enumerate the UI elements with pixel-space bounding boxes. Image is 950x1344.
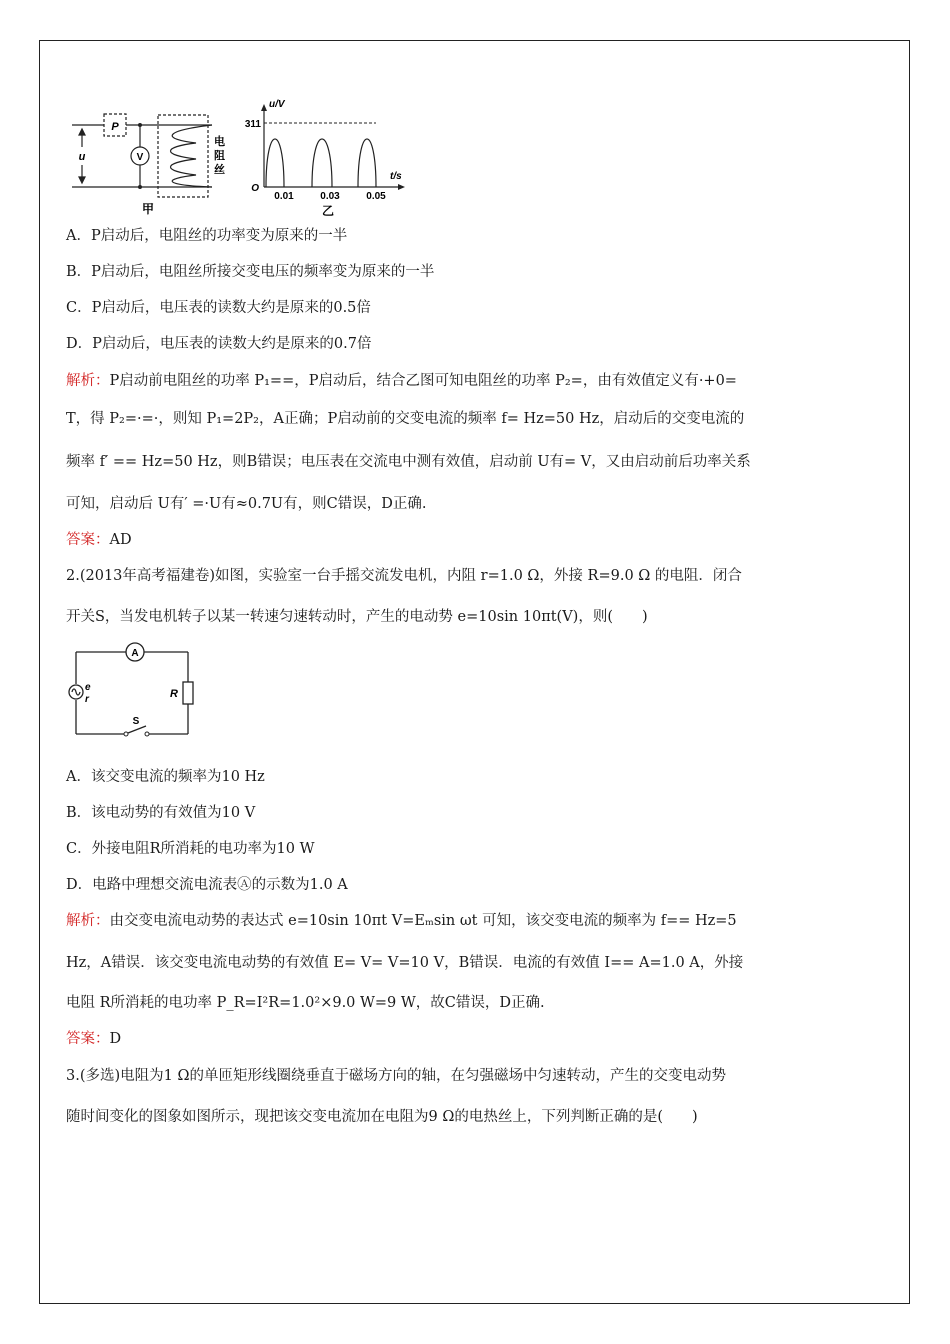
emf-label: e [85,682,91,693]
q2-analysis-line-3: 电阻 R所消耗的电功率 P_R=I²R=1.0²×9.0 W=9 W，故C错误，D正确. [66,995,545,1011]
label-p: P [111,121,119,133]
caption-yi: 乙 [321,204,335,218]
tick-003: 0.03 [320,191,340,202]
switch-label: S [132,716,140,727]
q3-stem-line-2: 随时间变化的图象如图所示，现把该交变电流加在电阻为9 Ω的电热丝上，下列判断正确的是( ) [66,1109,698,1125]
q2-analysis-text-1: 由交变电流电动势的表达式 e=10sin 10πt V=Eₘsin ωt 可知，该交变电流的频率为 f== Hz=5 [109,913,737,929]
q2-option-d: D．电路中理想交流电流表Ⓐ的示数为1.0 A [66,877,348,893]
q2-stem-line-1: 2.(2013年高考福建卷)如图，实验室一台手摇交流发电机，内阻 r=1.0 Ω，外接 R=9.0 Ω 的电阻．闭合 [66,568,742,584]
q3-stem-line-1: 3.(多选)电阻为1 Ω的单匝矩形线圈绕垂直于磁场方向的轴，在匀强磁场中匀速转动，产生的交变电动势 [66,1068,727,1084]
ammeter-label: A [131,648,139,659]
q2-stem-line-2: 开关S，当发电机转子以某一转速匀速转动时，产生的电动势 e=10sin 10πt(V)，则( ) [66,609,648,625]
internal-r-label: r [85,694,89,705]
origin-label: O [251,183,259,194]
q1-option-c: C．P启动后，电压表的读数大约是原来的0.5倍 [66,300,371,316]
figure-circuit-and-waveform [66,95,426,225]
q2-answer [66,1029,121,1049]
label-resistor-1: 电 [214,136,225,148]
figure-q2-circuit [66,640,206,740]
analysis-label: 解析： [66,373,110,389]
label-v: V [136,152,144,163]
q2-option-b: B．该电动势的有效值为10 V [66,805,256,821]
q2-option-c: C．外接电阻R所消耗的电功率为10 W [66,841,315,857]
tick-001: 0.01 [274,191,294,202]
peak-tick: 311 [244,119,261,130]
q2-answer-value: D [109,1031,122,1047]
caption-jia: 甲 [141,202,155,216]
q1-analysis-line-1 [66,371,737,391]
q1-option-a: A．P启动后，电阻丝的功率变为原来的一半 [66,228,348,244]
q1-answer [66,530,132,550]
answer-label: 答案： [66,532,110,548]
tick-005: 0.05 [366,191,386,202]
waveform-yi [261,104,405,190]
q1-analysis-line-2: T，得 P₂=·=·，则知 P₁=2P₂，A正确；P启动前的交变电流的频率 f= Hz=50 Hz，启动后的交变电流的 [66,411,745,427]
axis-x-label: t/s [390,171,402,182]
q1-option-d: D．P启动后，电压表的读数大约是原来的0.7倍 [66,336,372,352]
q1-answer-value: AD [109,532,132,548]
axis-y-label: u/V [269,99,285,110]
answer-label: 答案： [66,1031,110,1047]
q2-analysis-line-1 [66,911,737,931]
analysis-label: 解析： [66,913,110,929]
label-resistor-3: 丝 [214,164,225,176]
label-resistor-2: 阻 [214,150,225,162]
resistor-label: R [170,688,178,700]
q2-analysis-line-2: Hz，A错误．该交变电流电动势的有效值 E= V= V=10 V，B错误．电流的有效值 I== A=1.0 A，外接 [66,955,744,971]
label-u: u [78,151,86,163]
q2-option-a: A．该交变电流的频率为10 Hz [66,769,265,785]
q1-analysis-line-4: 可知，启动后 U有′ =·U有≈0.7U有，则C错误，D正确. [66,496,427,512]
q1-option-b: B．P启动后，电阻丝所接交变电压的频率变为原来的一半 [66,264,435,280]
q1-analysis-line-3: 频率 f′ == Hz=50 Hz，则B错误；电压表在交流电中测有效值，启动前 U有= V，又由启动前后功率关系 [66,454,751,470]
q1-analysis-text-1: P启动前电阻丝的功率 P₁==，P启动后，结合乙图可知电阻丝的功率 P₂=，由有效值定义有·+0= [109,373,737,389]
